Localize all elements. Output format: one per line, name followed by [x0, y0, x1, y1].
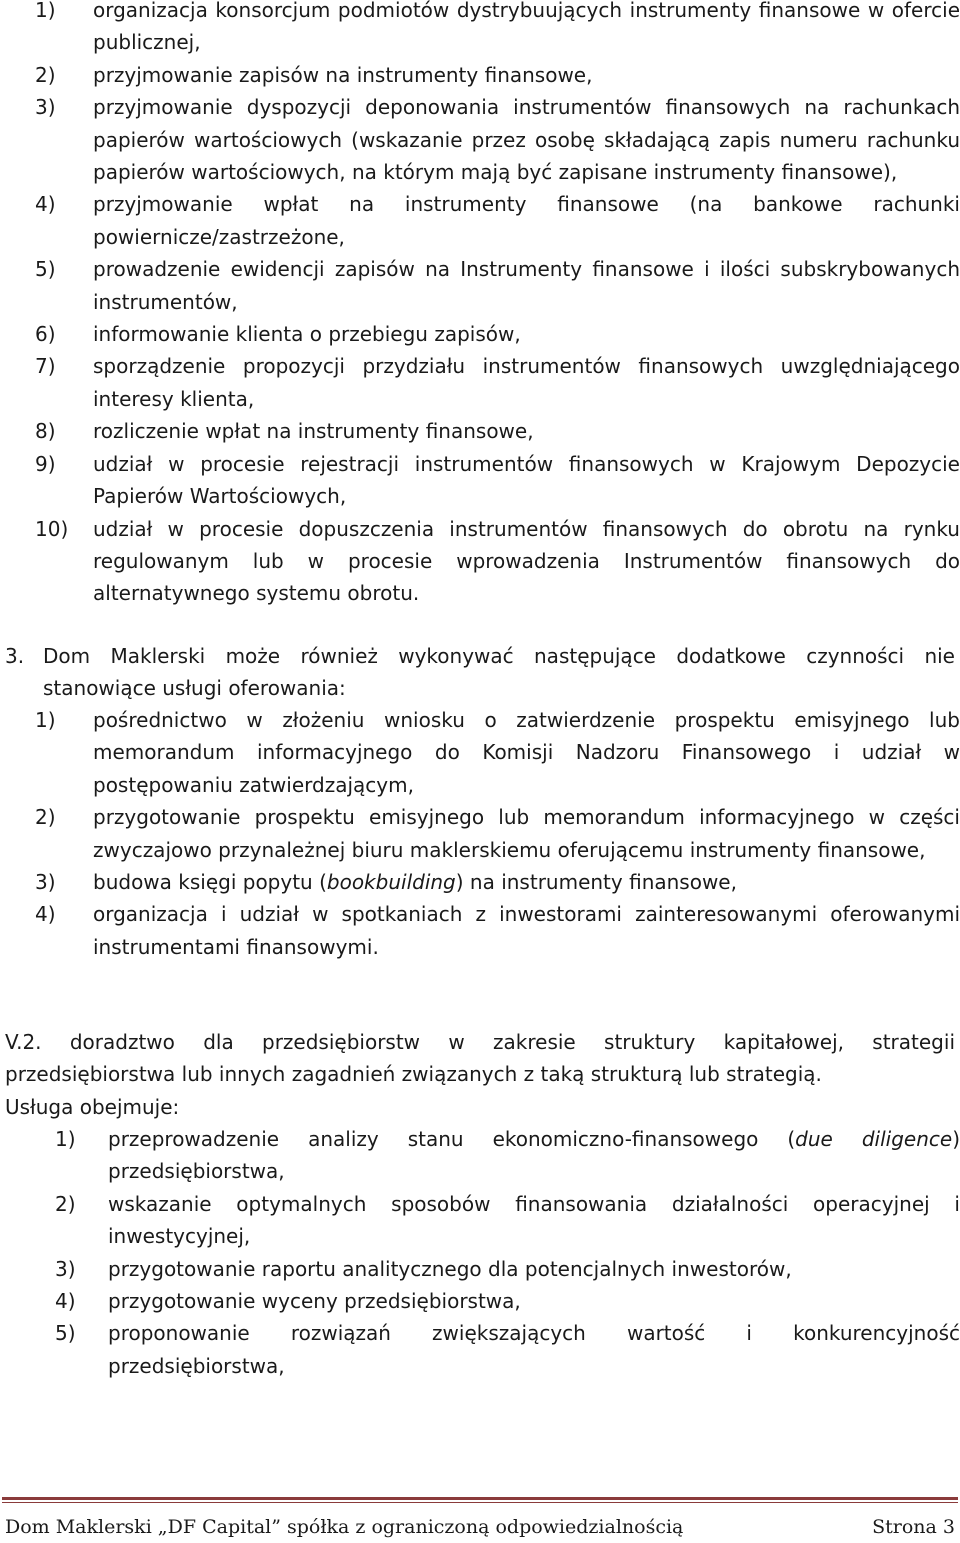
list-number: 5): [55, 1321, 76, 1346]
list-text: prowadzenie ewidencji zapisów na Instrumenty finansowe i ilości subskrybowanych instrumentów,: [93, 257, 960, 314]
list-item: [0, 1188, 960, 1253]
list-number: 4): [35, 192, 56, 217]
section-v2-heading: V.2. doradztwo dla przedsiębiorstw w zakresie struktury kapitałowej, strategii przedsiębiorstwa lub innych zagadnień związanych z taką strukturą lub strategią.: [5, 1030, 955, 1087]
list-text: przygotowanie raportu analitycznego dla potencjalnych inwestorów,: [108, 1256, 792, 1281]
list-number: 10): [35, 516, 69, 541]
list-number: 7): [35, 354, 56, 379]
list-number: 1): [55, 1127, 76, 1151]
list-doradztwo: [0, 1123, 960, 1382]
list-text: przygotowanie wyceny przedsiębiorstwa,: [108, 1289, 521, 1314]
list-item: [0, 448, 960, 513]
list-text: wskazanie optymalnych sposobów finansowania działalności operacyjnej i inwestycyjnej,: [108, 1191, 960, 1249]
list-item: [0, 866, 960, 898]
list-item: [0, 188, 960, 253]
list-item: [0, 801, 960, 866]
footer-company: Dom Maklerski „DF Capital” spółka z ograniczoną odpowiedzialnością: [5, 1516, 684, 1538]
list-number: 2): [35, 805, 56, 830]
list-number: 1): [35, 0, 56, 22]
list-number: 4): [55, 1289, 76, 1314]
paragraph-number: 3.: [5, 644, 25, 668]
list-number: 9): [35, 451, 56, 476]
list-number: 8): [35, 419, 56, 444]
list-text: przyjmowanie dyspozycji deponowania instrumentów finansowych na rachunkach papierów wartościowych (wskazanie przez osobę składającą zapis numeru rachunku papierów wartościowych, na którym mają być zapisane instrumenty finansowe),: [93, 95, 960, 185]
list-item: [0, 1253, 960, 1285]
list-item: [0, 350, 960, 415]
list-number: 3): [35, 95, 56, 120]
list-text: organizacja konsorcjum podmiotów dystrybuujących instrumenty finansowe w ofercie publicznej,: [93, 0, 960, 55]
list-item: [0, 59, 960, 91]
list-dystrybucja: [0, 0, 960, 610]
list-text: przyjmowanie zapisów na instrumenty finansowe,: [93, 62, 593, 87]
list-text: udział w procesie dopuszczenia instrumentów finansowych do obrotu na rynku regulowanym lub w procesie wprowadzenia Instrumentów finansowych do alternatywnego systemu obrotu.: [93, 516, 960, 606]
list-item: [0, 1285, 960, 1317]
list-text: przygotowanie prospektu emisyjnego lub memorandum informacyjnego w części zwyczajowo przynależnej biuru maklerskiemu oferującemu instrumenty finansowe,: [93, 805, 960, 862]
list-text: organizacja i udział w spotkaniach z inwestorami zainteresowanymi oferowanymi instrumentami finansowymi.: [93, 902, 960, 959]
footer-divider: [2, 1497, 958, 1500]
list-number: 2): [35, 62, 56, 87]
list-text: przeprowadzenie analizy stanu ekonomiczno-finansowego (due diligence) przedsiębiorstwa,: [108, 1127, 960, 1184]
list-text: budowa księgi popytu (bookbuilding) na instrumenty finansowe,: [93, 870, 737, 895]
list-dodatkowe-czynnosci: [0, 704, 960, 963]
footer-divider-thin: [2, 1502, 958, 1503]
list-number: 4): [35, 902, 56, 927]
list-item: [0, 0, 960, 59]
paragraph-3: [5, 640, 955, 705]
list-text: przyjmowanie wpłat na instrumenty finansowe (na bankowe rachunki powiernicze/zastrzeżone,: [93, 192, 960, 249]
list-number: 2): [55, 1191, 76, 1216]
list-item: [0, 318, 960, 350]
list-text: sporządzenie propozycji przydziału instrumentów finansowych uwzględniającego interesy klienta,: [93, 354, 960, 411]
list-item: [0, 91, 960, 188]
list-text: proponowanie rozwiązań zwiększających wartość i konkurencyjność przedsiębiorstwa,: [108, 1321, 960, 1378]
list-text: pośrednictwo w złożeniu wniosku o zatwierdzenie prospektu emisyjnego lub memorandum informacyjnego do Komisji Nadzoru Finansowego i udział w postępowaniu zatwierdzającym,: [93, 708, 960, 797]
list-item: [0, 704, 960, 801]
list-number: 6): [35, 322, 56, 347]
list-text: informowanie klienta o przebiegu zapisów,: [93, 322, 521, 347]
list-number: 3): [35, 870, 56, 895]
list-item: [0, 415, 960, 447]
list-number: 1): [35, 708, 56, 732]
list-text: rozliczenie wpłat na instrumenty finansowe,: [93, 419, 534, 444]
list-number: 5): [35, 257, 56, 282]
list-item: [0, 1123, 960, 1188]
list-item: [0, 1317, 960, 1382]
list-item: [0, 513, 960, 610]
list-item: [0, 253, 960, 318]
list-text: udział w procesie rejestracji instrumentów finansowych w Krajowym Depozycie Papierów Wartościowych,: [93, 451, 960, 509]
footer-page-number: Strona 3: [872, 1516, 955, 1538]
paragraph-text: Dom Maklerski może również wykonywać następujące dodatkowe czynności nie stanowiące usługi oferowania:: [43, 644, 955, 701]
list-number: 3): [55, 1256, 76, 1281]
list-item: [0, 898, 960, 963]
section-v2-intro: Usługa obejmuje:: [5, 1095, 180, 1119]
